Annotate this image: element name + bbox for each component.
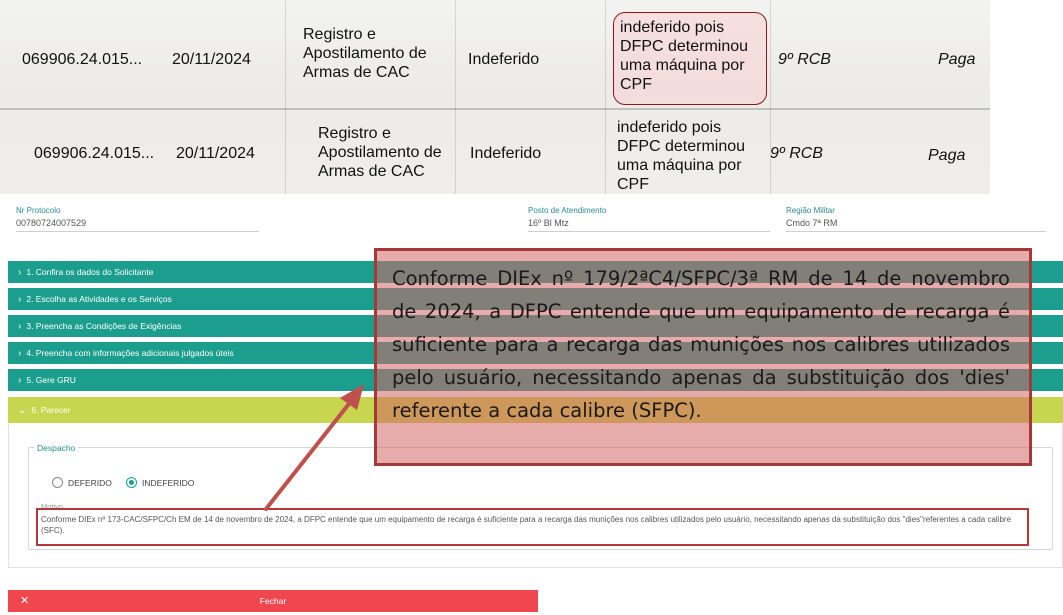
protocolo-cell: 069906.24.015...: [34, 145, 155, 162]
data-cell: 20/11/2024: [172, 51, 251, 68]
chevron-right-icon: ›: [18, 375, 22, 386]
motivo-label: Motivo: [41, 502, 64, 511]
pagamento-cell: Paga: [928, 147, 966, 164]
protocolo-value: 00780724007529: [16, 218, 259, 232]
chevron-down-icon: ⌄: [18, 405, 27, 416]
table-row: [0, 110, 990, 194]
posto-label: Posto de Atendimento: [528, 206, 607, 215]
situacao-cell: Indeferido: [468, 51, 540, 68]
annotation-callout-text: Conforme DIEx nº 179/2ªC4/SFPC/3ª RM de 14 de novembro de 2024, a DFPC entende que um equipamento de recarga é suficiente para a recarga das munições nos calibres utilizados pelo usuário, necessitando apenas da substituição dos 'dies' referente a cada calibre (SFPC).: [392, 267, 1010, 422]
situacao-cell: Indeferido: [470, 145, 542, 162]
protocolo-label: Nr Protocolo: [16, 206, 61, 215]
close-icon: ✕: [20, 595, 30, 607]
accordion-label: 6. Parecer: [31, 405, 71, 415]
accordion-label: 5. Gere GRU: [26, 375, 76, 385]
pagamento-cell: Paga: [938, 51, 976, 68]
motivo-cell: indeferido pois DFPC determinou uma máquina por CPF: [617, 119, 746, 193]
rm-cell: 9º RCB: [778, 51, 831, 68]
chevron-right-icon: ›: [18, 348, 22, 359]
regiao-field: [786, 206, 1046, 232]
chevron-right-icon: ›: [18, 294, 22, 305]
radio-label: INDEFERIDO: [142, 477, 195, 488]
chevron-right-icon: ›: [18, 321, 22, 332]
accordion-label: 3. Preencha as Condições de Exigências: [26, 321, 182, 331]
despacho-legend: Despacho: [34, 443, 78, 453]
posto-value: 16º Bl Mtz: [528, 218, 770, 232]
close-button-label: Fechar: [259, 596, 287, 606]
chevron-right-icon: ›: [18, 267, 22, 278]
regiao-value: Cmdo 7ª RM: [786, 218, 1046, 232]
regiao-label: Região Militar: [786, 206, 835, 215]
radio-checked-icon[interactable]: [126, 477, 137, 488]
radio-label: DEFERIDO: [68, 477, 112, 488]
radio-indeferido[interactable]: [126, 477, 194, 488]
servico-cell: Registro e Apostilamento de Armas de CAC: [303, 26, 427, 81]
motivo-highlight-box: [36, 508, 1029, 546]
data-cell: 20/11/2024: [176, 145, 255, 162]
motivo-cell-highlighted: indeferido pois DFPC determinou uma máquina por CPF: [613, 12, 767, 105]
protocolo-cell: 069906.24.015...: [22, 51, 143, 68]
close-button[interactable]: [8, 590, 538, 612]
accordion-label: 4. Preencha com informações adicionais julgados úteis: [26, 348, 234, 358]
table-row: [0, 10, 990, 100]
accordion-label: 2. Escolha as Atividades e os Serviços: [26, 294, 172, 304]
motivo-textarea[interactable]: Conforme DIEx nº 173-CAC/SFPC/Ch EM de 14 de novembro de 2024, a DFPC entende que um equipamento de recarga é suficiente para a recarga das munições nos calibres utilizados pelo usuário, necessitando apenas da substituição dos "dies"referentes a cada calibre (SFC).: [41, 515, 1012, 535]
radio-circle-icon[interactable]: [52, 477, 63, 488]
posto-field: [528, 206, 770, 232]
protocolo-field: [16, 206, 259, 232]
servico-cell: Registro e Apostilamento de Armas de CAC: [318, 125, 442, 180]
accordion-label: 1. Confira os dados do Solicitante: [26, 267, 154, 277]
radio-deferido[interactable]: [52, 477, 112, 488]
rm-cell: 9º RCB: [770, 145, 823, 162]
photographed-table: [0, 0, 990, 194]
